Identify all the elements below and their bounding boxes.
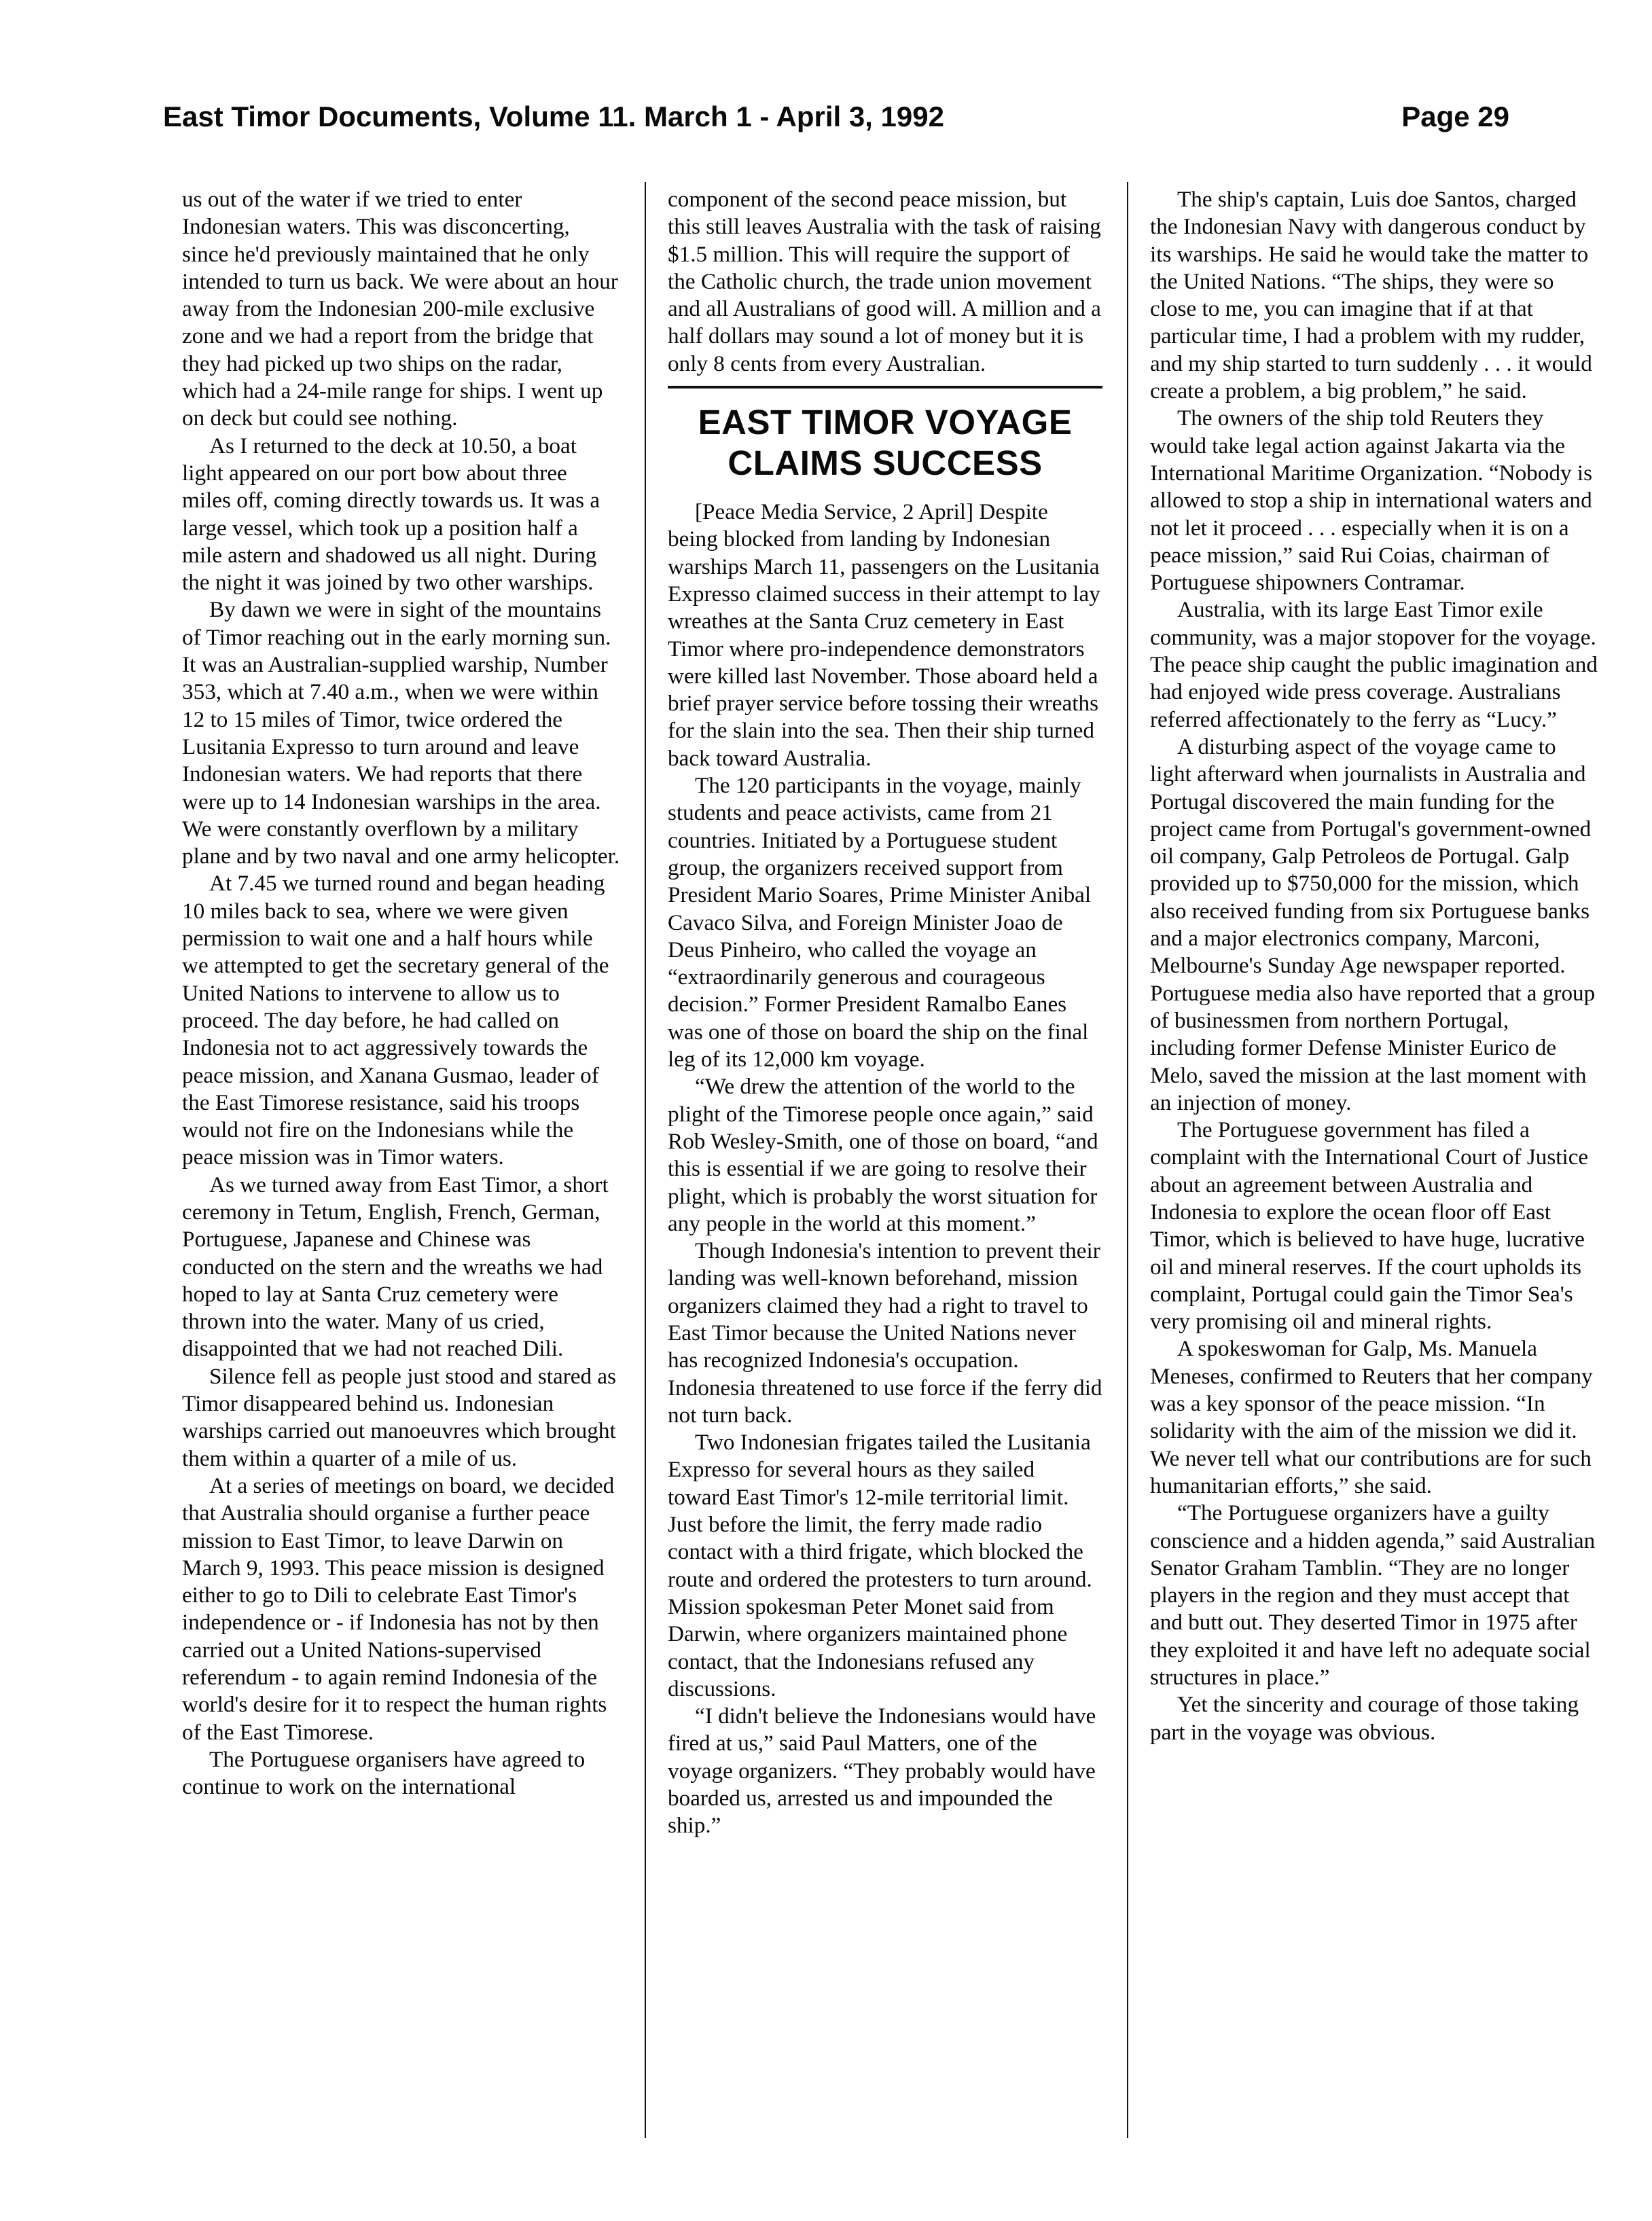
column-divider	[645, 182, 646, 2138]
paragraph: component of the second peace mission, but this still leaves Australia with the task of raising $1.5 million. This will require the support of the Catholic church, the trade union movement and all Australians of good will. A million and a half dollars may sound a lot of money but it is only 8 cents from every Australian.	[668, 187, 1101, 376]
paragraph: Two Indonesian frigates tailed the Lusitania Expresso for several hours as they sailed toward East Timor's 12-mile territorial limit. Just before the limit, the ferry made radio contact with a third frigate, which blocked the route and ordered the protesters to turn around. Mission spokesman Peter Monet said from Darwin, where organizers maintained phone contact, that the Indonesians refused any discussions.	[668, 1430, 1092, 1701]
paragraph: The owners of the ship told Reuters they would take legal action against Jakarta via the International Maritime Organization. “Nobody is allowed to stop a ship in international waters and not let it proceed . . . especially when it is on a peace mission,” said Rui Coias, chairman of Portuguese shipowners Contramar.	[1150, 405, 1592, 596]
article-headline: EAST TIMOR VOYAGE CLAIMS SUCCESS	[698, 403, 1073, 483]
paragraph: “I didn't believe the Indonesians would have fired at us,” said Paul Matters, one of the voyage organizers. “They probably would have boarded us, arrested us and impounded the ship.”	[668, 1703, 1096, 1839]
paragraph: “The Portuguese organizers have a guilty conscience and a hidden agenda,” said Australian Senator Graham Tamblin. “They are no longer players in the region and they must accept that and butt out. They deserted Timor in 1975 after they exploited it and have left no adequate social structures in place.”	[1150, 1500, 1596, 1691]
paragraph: The 120 participants in the voyage, mainly students and peace activists, came from 21 countries. Initiated by a Portuguese student group, the organizers received support from President Mario Soares, Prime Minister Anibal Cavaco Silva, and Foreign Minister Joao de Deus Pinheiro, who called the voyage an “extraordinarily generous and courageous decision.” Former President Ramalbo Eanes was one of those on board the ship on the final leg of its 12,000 km voyage.	[668, 773, 1092, 1072]
section-rule	[668, 386, 1102, 389]
column-3	[1150, 186, 1598, 2169]
column-2	[668, 186, 1102, 2169]
column-1	[182, 186, 620, 2169]
paragraph: As I returned to the deck at 10.50, a boat light appeared on our port bow about three miles off, coming directly towards us. It was a large vessel, which took up a position half a mile astern and shadowed us all night. During the night it was joined by two other warships.	[182, 433, 600, 596]
paragraph: At 7.45 we turned round and began heading 10 miles back to sea, where we were given permission to wait one and a half hours while we attempted to get the secretary general of the United Nations to intervene to allow us to proceed. The day before, he had called on Indonesia not to act aggressively towards the peace mission, and Xanana Gusmao, leader of the East Timorese resistance, said his troops would not fire on the Indonesians while the peace mission was in Timor waters.	[182, 871, 609, 1170]
paragraph: The Portuguese government has filed a complaint with the International Court of Justice about an agreement between Australia and Indonesia to explore the ocean floor off East Timor, which is believed to have huge, lucrative oil and mineral reserves. If the court upholds its complaint, Portugal could gain the Timor Sea's very promising oil and mineral rights.	[1150, 1117, 1589, 1335]
paragraph: The ship's captain, Luis doe Santos, charged the Indonesian Navy with dangerous conduct by its warships. He said he would take the matter to the United Nations. “The ships, they were so close to me, you can imagine that if at that particular time, I had a problem with my rudder, and my ship started to turn suddenly . . . it would create a problem, a big problem,” he said.	[1150, 187, 1592, 404]
running-title: East Timor Documents, Volume 11. March 1 - April 3, 1992	[163, 101, 944, 132]
paragraph: Silence fell as people just stood and stared as Timor disappeared behind us. Indonesian warships carried out manoeuvres which brought them within a quarter of a mile of us.	[182, 1363, 617, 1471]
page-number: Page 29	[1401, 101, 1509, 132]
paragraph: Australia, with its large East Timor exile community, was a major stopover for the voyage. The peace ship caught the public imagination and had enjoyed wide press coverage. Australians referred affectionately to the ferry as “Lucy.”	[1150, 597, 1598, 732]
paragraph: A spokeswoman for Galp, Ms. Manuela Meneses, confirmed to Reuters that her company was a key sponsor of the peace mission. “In solidarity with the aim of the mission we did it. We never tell what our contributions are for such humanitarian efforts,” she said.	[1150, 1336, 1593, 1498]
paragraph: The Portuguese organisers have agreed to continue to work on the international	[182, 1746, 586, 1800]
page-header	[163, 101, 1509, 141]
paragraph: As we turned away from East Timor, a short ceremony in Tetum, English, French, German, Portuguese, Japanese and Chinese was conducted on the stern and the wreaths we had hoped to lay at Santa Cruz cemetery were thrown into the water. Many of us cried, disappointed that we had not reached Dili.	[182, 1172, 609, 1362]
paragraph: Yet the sincerity and courage of those taking part in the voyage was obvious.	[1150, 1692, 1579, 1745]
paragraph: [Peace Media Service, 2 April] Despite being blocked from landing by Indonesian warships March 11, passengers on the Lusitania Expresso claimed success in their attempt to lay wreathes at the Santa Cruz cemetery in East Timor where pro-independence demonstrators were killed last November. Those aboard held a brief prayer service before tossing their wreaths for the slain into the sea. Then their ship turned back toward Australia.	[668, 499, 1100, 771]
paragraph: Though Indonesia's intention to prevent their landing was well-known beforehand, mission organizers claimed they had a right to travel to East Timor because the United Nations never has recognized Indonesia's occupation. Indonesia threatened to use force if the ferry did not turn back.	[668, 1238, 1102, 1428]
paragraph: “We drew the attention of the world to the plight of the Timorese people once again,” said Rob Wesley-Smith, one of those on board, “and this is essential if we are going to resolve their plight, which is probably the worst situation for any people in the world at this moment.”	[668, 1074, 1098, 1236]
paragraph: us out of the water if we tried to enter Indonesian waters. This was disconcerting, since he'd previously maintained that he only intended to turn us back. We were about an hour away from the Indonesian 200-mile exclusive zone and we had a report from the bridge that they had picked up two ships on the radar, which had a 24-mile range for ships. I went up on deck but could see nothing.	[182, 187, 618, 431]
paragraph: By dawn we were in sight of the mountains of Timor reaching out in the early morning sun. It was an Australian-supplied warship, Number 353, which at 7.40 a.m., when we were within 12 to 15 miles of Timor, twice ordered the Lusitania Expresso to turn around and leave Indonesian waters. We had reports that there were up to 14 Indonesian warships in the area. We were constantly overflown by a military plane and by two naval and one army helicopter.	[182, 597, 620, 869]
paragraph: At a series of meetings on board, we decided that Australia should organise a further peace mission to East Timor, to leave Darwin on March 9, 1993. This peace mission is designed either to go to Dili to celebrate East Timor's independence or - if Indonesia has not by then carried out a United Nations-supervised referendum - to again remind Indonesia of the world's desire for it to respect the human rights of the East Timorese.	[182, 1473, 615, 1745]
column-divider	[1127, 182, 1128, 2138]
paragraph: A disturbing aspect of the voyage came to light afterward when journalists in Australia and Portugal discovered the main funding for the project came from Portugal's government-owned oil company, Galp Petroleos de Portugal. Galp provided up to $750,000 for the mission, which also received funding from six Portuguese banks and a major electronics company, Marconi, Melbourne's Sunday Age newspaper reported. Portuguese media also have reported that a group of businessmen from northern Portugal, including former Defense Minister Eurico de Melo, saved the mission at the last moment with an injection of money.	[1150, 734, 1596, 1115]
